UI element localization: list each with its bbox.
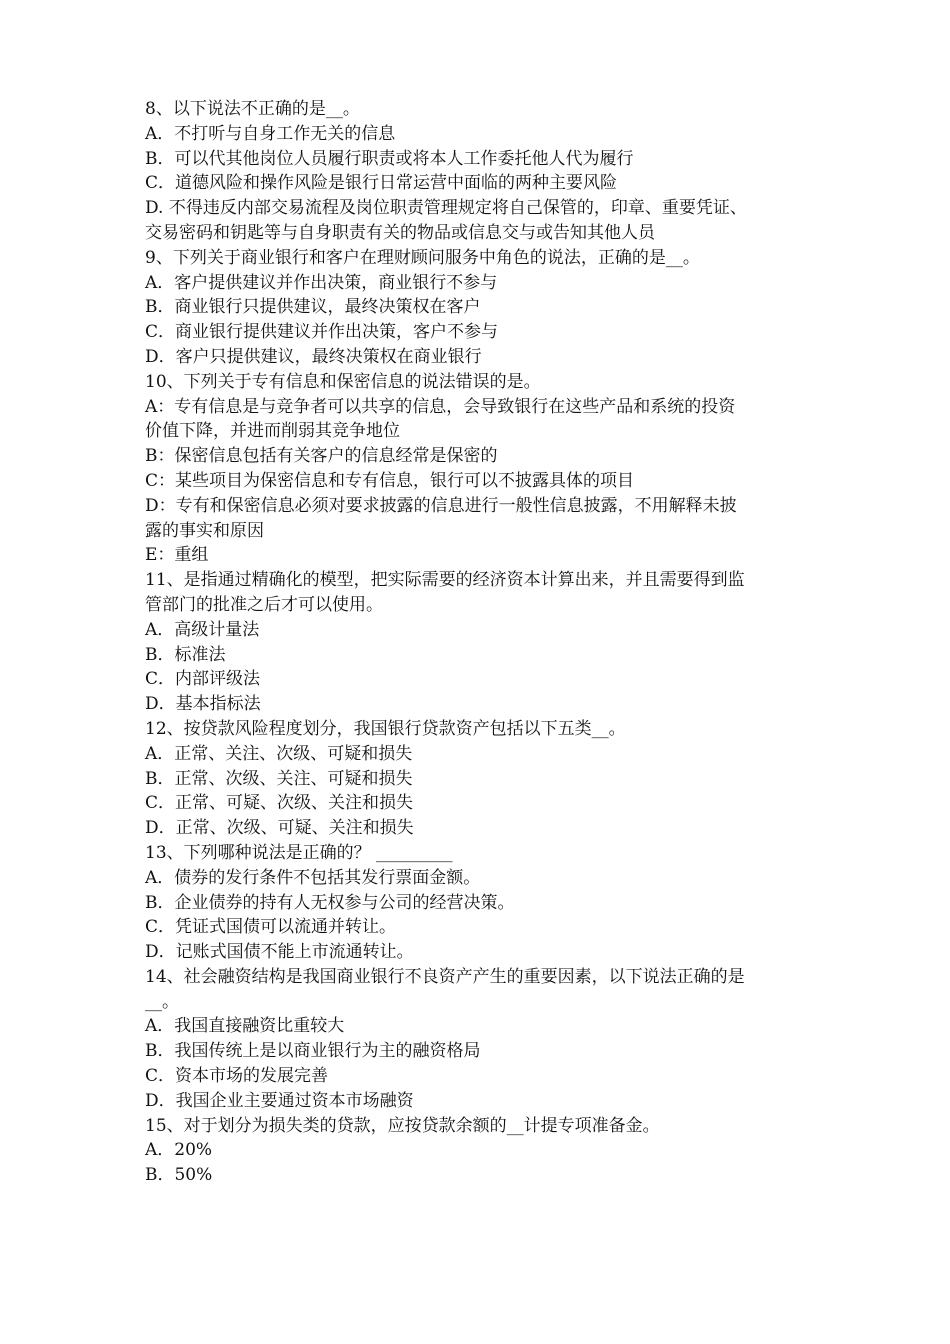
text-line: A．我国直接融资比重较大	[145, 1016, 345, 1037]
text-line: D．客户只提供建议，最终决策权在商业银行	[145, 346, 482, 367]
text-line: 价值下降，并进而削弱其竞争地位	[145, 421, 400, 442]
text-line: D. 不得违反内部交易流程及岗位职责管理规定将自己保管的，印章、重要凭证、	[145, 198, 747, 219]
text-line: 交易密码和钥匙等与自身职责有关的物品或信息交与或告知其他人员	[145, 222, 655, 243]
text-line: 管部门的批准之后才可以使用。	[145, 594, 383, 615]
text-line: C．正常、可疑、次级、关注和损失	[145, 793, 414, 814]
text-line: 11、是指通过精确化的模型，把实际需要的经济资本计算出来，并且需要得到监	[145, 570, 745, 591]
text-line: D．正常、次级、可疑、关注和损失	[145, 818, 414, 839]
text-line: __。	[145, 991, 179, 1012]
text-line: A：专有信息是与竞争者可以共享的信息，会导致银行在这些产品和系统的投资	[145, 396, 736, 417]
text-line: D：专有和保密信息必须对要求披露的信息进行一般性信息披露，不用解释未披	[145, 495, 737, 516]
text-line: B．我国传统上是以商业银行为主的融资格局	[145, 1041, 481, 1062]
text-line: D．基本指标法	[145, 694, 261, 715]
text-line: D．记账式国债不能上市流通转让。	[145, 942, 414, 963]
text-line: A．20%	[145, 1140, 213, 1161]
text-line: A．客户提供建议并作出决策，商业银行不参与	[145, 272, 498, 293]
text-line: B．商业银行只提供建议，最终决策权在客户	[145, 297, 481, 318]
text-line: B．可以代其他岗位人员履行职责或将本人工作委托他人代为履行	[145, 148, 634, 169]
text-line: B．正常、次级、关注、可疑和损失	[145, 768, 413, 789]
text-line: 12、按贷款风险程度划分，我国银行贷款资产包括以下五类__。	[145, 718, 626, 739]
text-line: 14、社会融资结构是我国商业银行不良资产产生的重要因素，以下说法正确的是	[145, 966, 745, 987]
text-line: 10、下列关于专有信息和保密信息的说法错误的是。	[145, 371, 541, 392]
text-line: A．正常、关注、次级、可疑和损失	[145, 743, 413, 764]
text-line: B．50%	[145, 1165, 213, 1186]
text-line: C．凭证式国债可以流通并转让。	[145, 917, 397, 938]
text-line: A．高级计量法	[145, 619, 260, 640]
text-line: 13、下列哪种说法是正确的？ _________	[145, 842, 453, 863]
text-line: 8、以下说法不正确的是__。	[145, 99, 360, 119]
text-line: 9、下列关于商业银行和客户在理财顾问服务中角色的说法，正确的是__。	[145, 247, 700, 268]
text-line: D．我国企业主要通过资本市场融资	[145, 1090, 414, 1111]
text-line: C．资本市场的发展完善	[145, 1066, 329, 1087]
text-line: 15、对于划分为损失类的贷款，应按贷款余额的__计提专项准备金。	[145, 1115, 660, 1136]
text-line: 露的事实和原因	[145, 520, 264, 541]
text-line: B：保密信息包括有关客户的信息经常是保密的	[145, 446, 498, 467]
text-line: E：重组	[145, 545, 209, 566]
document-page	[145, 97, 815, 1188]
text-line: B．标准法	[145, 644, 226, 665]
text-line: C．商业银行提供建议并作出决策，客户不参与	[145, 322, 499, 343]
text-line: B．企业债券的持有人无权参与公司的经营决策。	[145, 892, 515, 913]
text-line: C：某些项目为保密信息和专有信息，银行可以不披露具体的项目	[145, 470, 635, 491]
text-line: C．内部评级法	[145, 669, 261, 690]
text-line: A．不打听与自身工作无关的信息	[145, 123, 396, 144]
text-line: A．债券的发行条件不包括其发行票面金额。	[145, 867, 481, 888]
text-line: C．道德风险和操作风险是银行日常运营中面临的两种主要风险	[145, 173, 618, 194]
